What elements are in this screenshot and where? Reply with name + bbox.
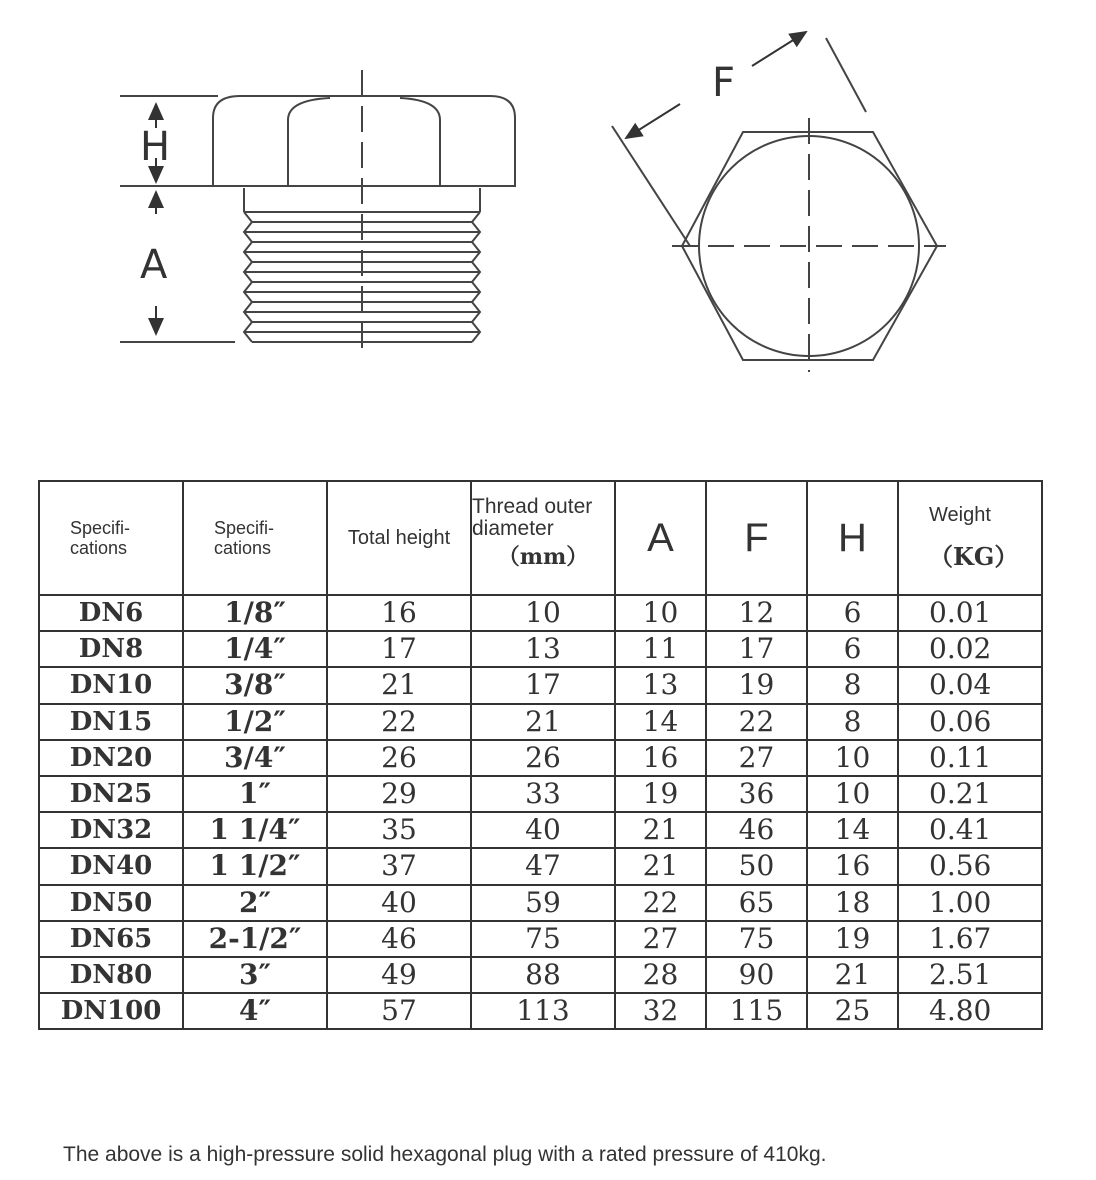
cell-weight: 4.80 [898,993,1042,1029]
table-row [39,704,1042,740]
table-row [39,848,1042,884]
cell-total-height: 37 [327,848,471,884]
table-body [39,595,1042,1029]
table-row [39,885,1042,921]
cell-thread-diameter: 75 [471,921,615,957]
cell-dn: DN25 [39,776,183,812]
cell-h: 10 [807,740,898,776]
header-thread-diameter: Thread outer diameter （mm） [471,481,615,595]
cell-weight: 0.21 [898,776,1042,812]
cell-h: 14 [807,812,898,848]
cell-f: 12 [706,595,807,631]
header-spec-dn: Specifi- cations [39,481,183,595]
cell-h: 6 [807,595,898,631]
cell-h: 16 [807,848,898,884]
cell-h: 25 [807,993,898,1029]
cell-inch: 1/2″ [183,704,327,740]
cell-weight: 0.06 [898,704,1042,740]
cell-thread-diameter: 40 [471,812,615,848]
header-f: F [706,481,807,595]
cell-dn: DN40 [39,848,183,884]
table-row [39,631,1042,667]
cell-thread-diameter: 26 [471,740,615,776]
cell-total-height: 57 [327,993,471,1029]
table-row [39,957,1042,993]
cell-inch: 3″ [183,957,327,993]
cell-thread-diameter: 88 [471,957,615,993]
dimension-label-f: F [712,60,736,106]
product-note: The above is a high-pressure solid hexagonal plug with a rated pressure of 410kg. [63,1143,827,1166]
hex-head-facet-left [288,98,330,186]
cell-total-height: 26 [327,740,471,776]
cell-total-height: 21 [327,667,471,703]
cell-weight: 0.11 [898,740,1042,776]
cell-h: 19 [807,921,898,957]
cell-weight: 2.51 [898,957,1042,993]
cell-a: 13 [615,667,706,703]
table-row [39,812,1042,848]
cell-inch: 1/4″ [183,631,327,667]
cell-thread-diameter: 10 [471,595,615,631]
header-thread-unit: （mm） [497,544,589,570]
cell-inch: 1/8″ [183,595,327,631]
cell-weight: 0.04 [898,667,1042,703]
cell-a: 21 [615,848,706,884]
cell-a: 19 [615,776,706,812]
cell-h: 10 [807,776,898,812]
cell-dn: DN6 [39,595,183,631]
header-total-height: Total height [327,481,471,595]
cell-dn: DN65 [39,921,183,957]
cell-inch: 3/4″ [183,740,327,776]
cell-a: 10 [615,595,706,631]
cell-a: 21 [615,812,706,848]
cell-dn: DN10 [39,667,183,703]
cell-dn: DN20 [39,740,183,776]
cell-thread-diameter: 113 [471,993,615,1029]
cell-f: 65 [706,885,807,921]
cell-inch: 1″ [183,776,327,812]
table-row [39,993,1042,1029]
cell-h: 21 [807,957,898,993]
cell-a: 11 [615,631,706,667]
cell-dn: DN100 [39,993,183,1029]
cell-f: 19 [706,667,807,703]
cell-inch: 2-1/2″ [183,921,327,957]
cell-a: 14 [615,704,706,740]
cell-inch: 3/8″ [183,667,327,703]
cell-f: 36 [706,776,807,812]
cell-weight: 0.41 [898,812,1042,848]
cell-a: 22 [615,885,706,921]
cell-weight: 0.02 [898,631,1042,667]
cell-total-height: 22 [327,704,471,740]
table-row [39,740,1042,776]
table-row [39,667,1042,703]
header-a: A [615,481,706,595]
f-extension-right [826,38,866,112]
cell-h: 8 [807,667,898,703]
cell-weight: 0.56 [898,848,1042,884]
cell-dn: DN32 [39,812,183,848]
cell-dn: DN50 [39,885,183,921]
cell-h: 6 [807,631,898,667]
side-view [120,70,515,355]
cell-a: 32 [615,993,706,1029]
header-weight-unit: （KG） [929,542,1019,571]
cell-dn: DN80 [39,957,183,993]
cell-weight: 1.67 [898,921,1042,957]
cell-f: 90 [706,957,807,993]
hex-head-outline [213,96,515,186]
cell-a: 27 [615,921,706,957]
f-extension-left [612,126,690,246]
top-view [612,38,946,372]
specification-table [38,480,1043,1030]
cell-dn: DN15 [39,704,183,740]
cell-inch: 1 1/4″ [183,812,327,848]
table-row [39,776,1042,812]
cell-f: 50 [706,848,807,884]
cell-inch: 1 1/2″ [183,848,327,884]
cell-total-height: 49 [327,957,471,993]
cell-thread-diameter: 47 [471,848,615,884]
cell-dn: DN8 [39,631,183,667]
table-row [39,595,1042,631]
cell-f: 115 [706,993,807,1029]
cell-total-height: 17 [327,631,471,667]
header-spec-inch: Specifi- cations [183,481,327,595]
cell-thread-diameter: 13 [471,631,615,667]
cell-inch: 2″ [183,885,327,921]
cell-thread-diameter: 17 [471,667,615,703]
dimension-label-h: H [140,124,171,170]
cell-a: 28 [615,957,706,993]
hex-head-facet-right [400,98,440,186]
cell-total-height: 46 [327,921,471,957]
table-row [39,921,1042,957]
cell-total-height: 16 [327,595,471,631]
cell-weight: 1.00 [898,885,1042,921]
cell-inch: 4″ [183,993,327,1029]
plug-dimension-drawing [0,0,1096,470]
cell-h: 8 [807,704,898,740]
cell-f: 27 [706,740,807,776]
cell-total-height: 35 [327,812,471,848]
cell-weight: 0.01 [898,595,1042,631]
cell-f: 75 [706,921,807,957]
cell-f: 46 [706,812,807,848]
cell-f: 22 [706,704,807,740]
header-weight: Weight （KG） [898,481,1042,595]
cell-h: 18 [807,885,898,921]
cell-f: 17 [706,631,807,667]
cell-thread-diameter: 33 [471,776,615,812]
cell-a: 16 [615,740,706,776]
cell-total-height: 29 [327,776,471,812]
table-header-row [39,481,1042,595]
header-h: H [807,481,898,595]
cell-thread-diameter: 59 [471,885,615,921]
dimension-label-a: A [140,242,168,288]
cell-total-height: 40 [327,885,471,921]
cell-thread-diameter: 21 [471,704,615,740]
